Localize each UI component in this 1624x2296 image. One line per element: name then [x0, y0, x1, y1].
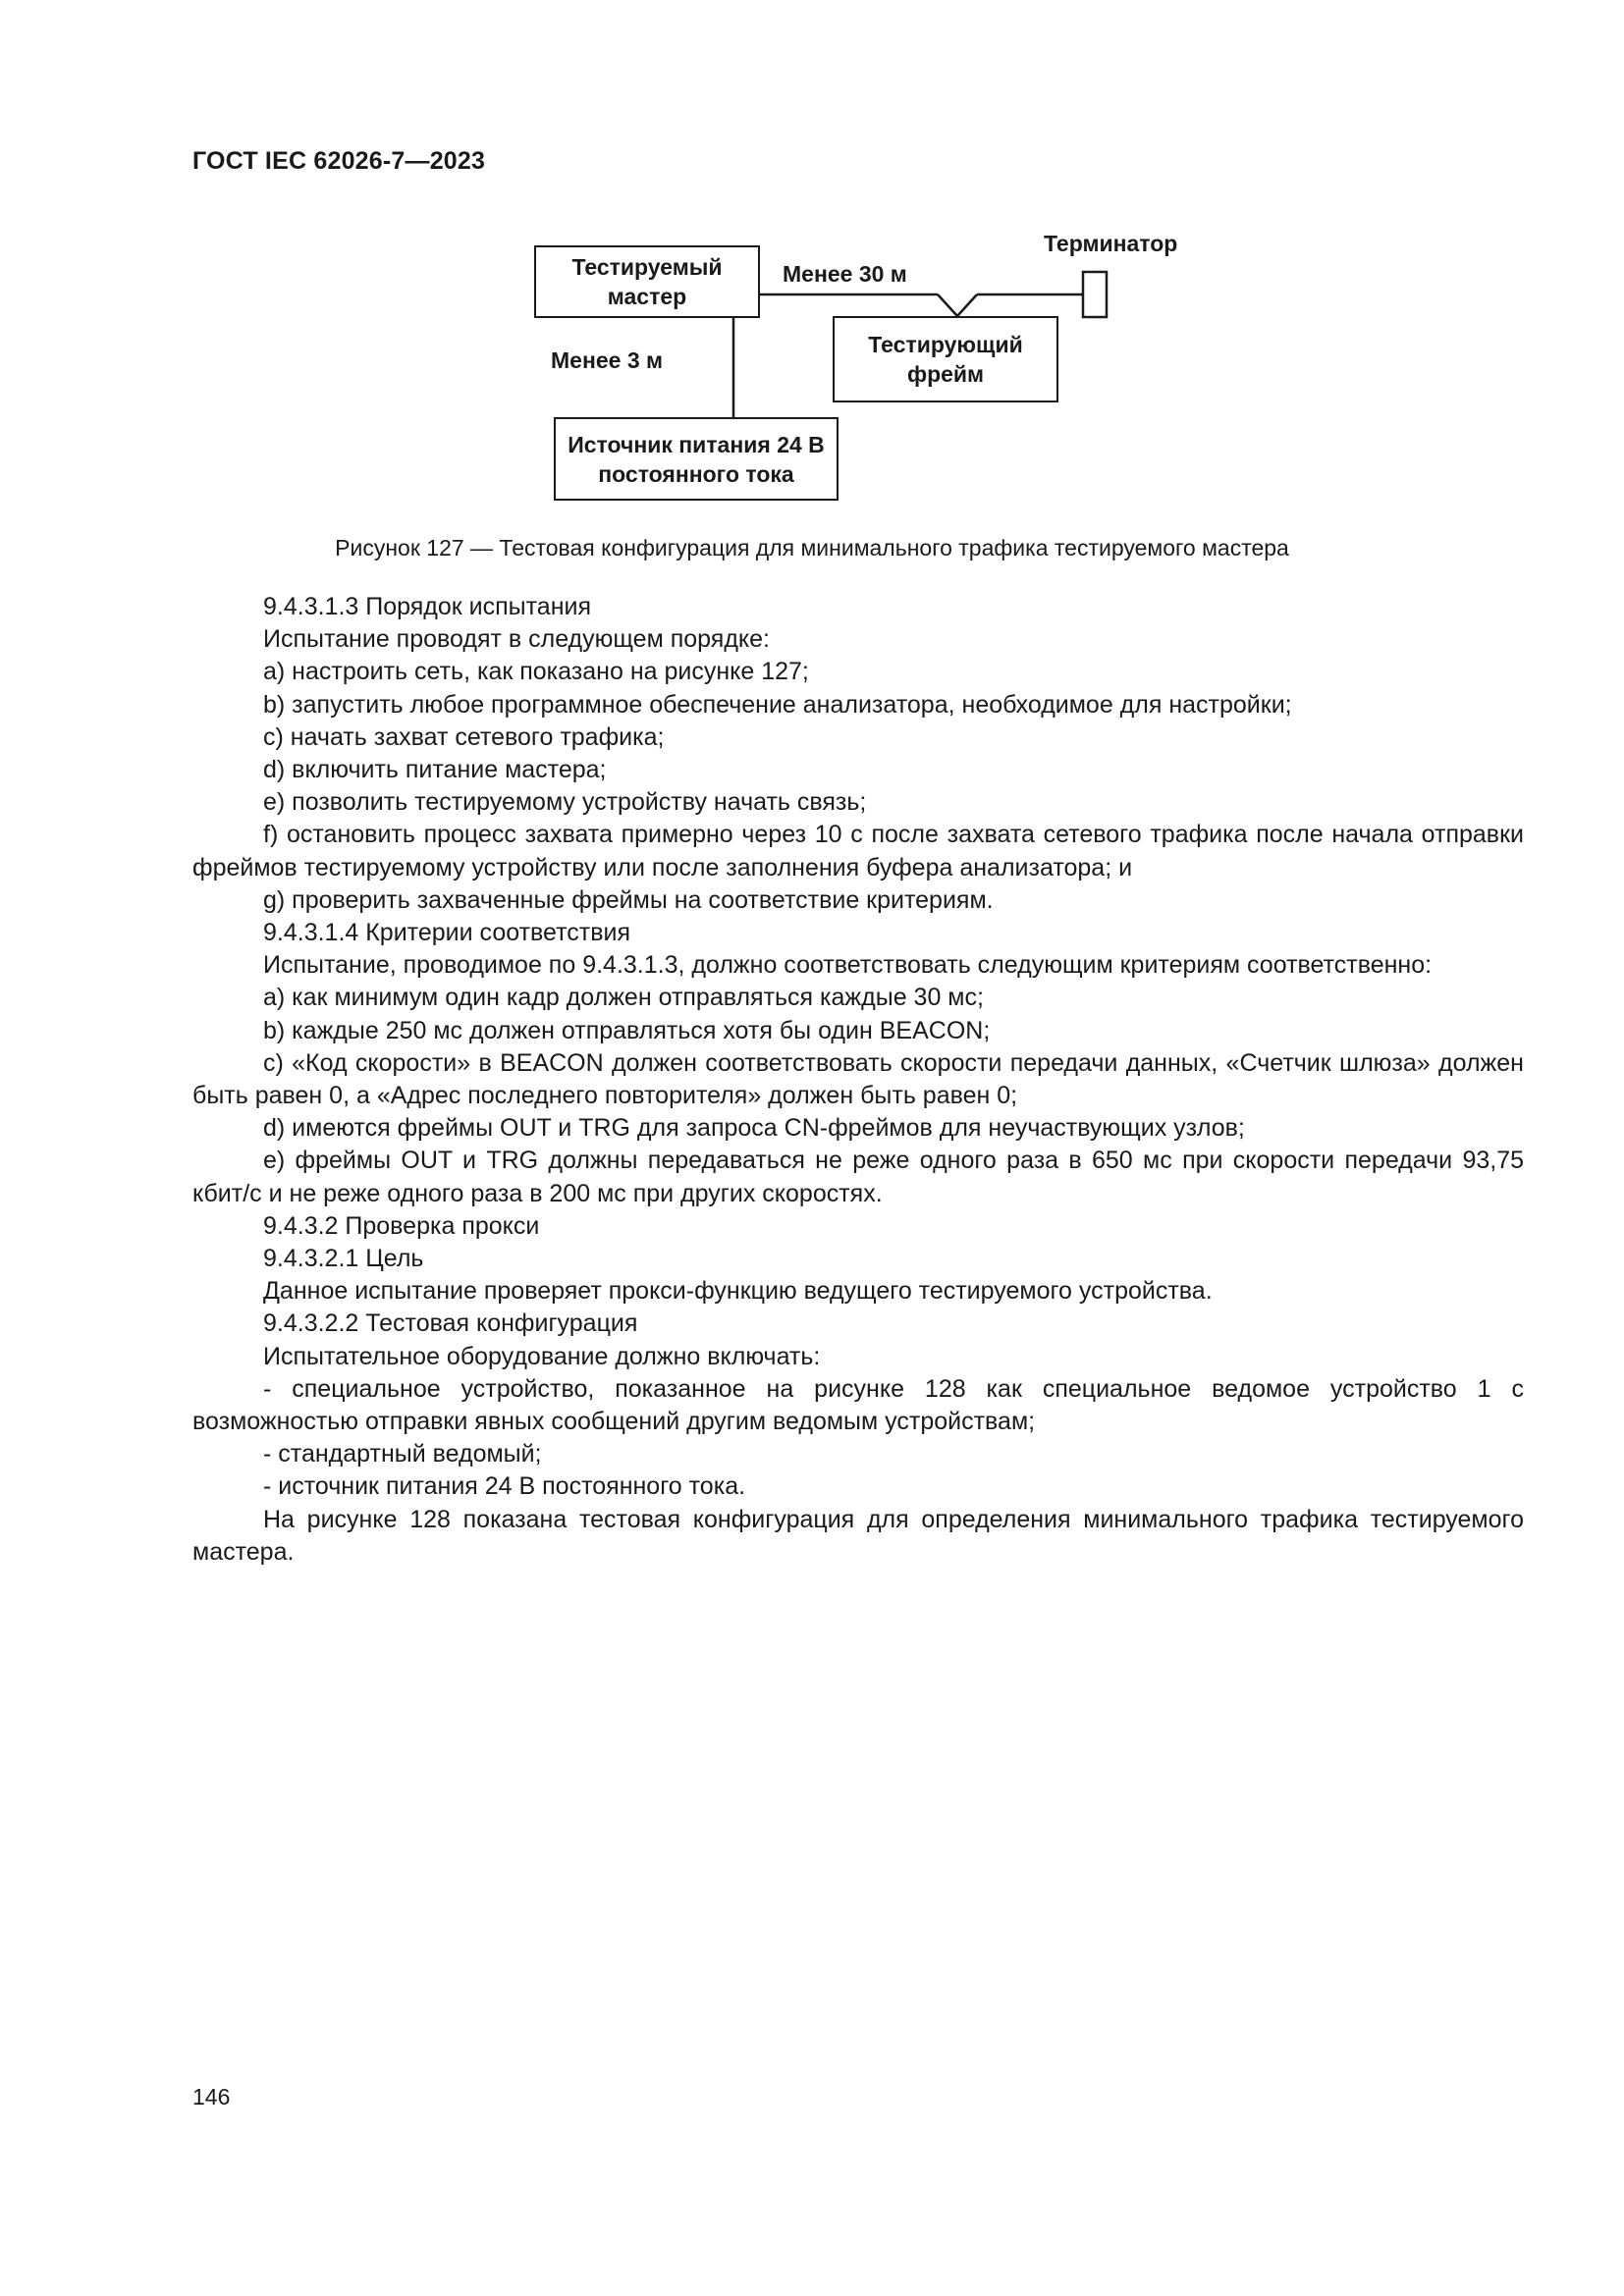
- list-item: b) запустить любое программное обеспечение анализатора, необходимое для настройки;: [263, 690, 1292, 719]
- section-heading: 9.4.3.1.3 Порядок испытания: [263, 593, 592, 620]
- label-30m: Менее 30 м: [783, 261, 907, 287]
- paragraph: На рисунке 128 показана тестовая конфигурация для определения минимального трафика тестируемого мастера.: [192, 1505, 1524, 1566]
- list-item: d) имеются фреймы OUT и TRG для запроса CN-фреймов для неучаствующих узлов;: [263, 1114, 1245, 1143]
- list-item: - источник питания 24 В постоянного тока.: [263, 1472, 746, 1501]
- equipment-list: [192, 1373, 1524, 1504]
- paragraph: Испытание проводят в следующем порядке:: [263, 625, 770, 654]
- list-item: b) каждые 250 мс должен отправляться хотя бы один BEACON;: [263, 1016, 991, 1044]
- list-item: a) как минимум один кадр должен отправляться каждые 30 мс;: [263, 984, 984, 1012]
- list-item: f) остановить процесс захвата примерно через 10 с после захвата сетевого трафика после начала отправки фреймов тестируемому устройству или после заполнения буфера анализатора; и: [192, 821, 1524, 881]
- section-heading: 9.4.3.1.4 Критерии соответствия: [263, 919, 630, 947]
- box-power-supply: Источник питания 24 В постоянного тока: [554, 417, 839, 501]
- box-master: Тестируемый мастер: [534, 245, 760, 318]
- line-v-junction: [938, 294, 977, 316]
- section-heading: 9.4.3.2.1 Цель: [263, 1245, 424, 1273]
- document-header: ГОСТ IEC 62026-7—2023: [192, 147, 486, 175]
- figure-127: [0, 0, 1624, 550]
- procedure-list: [192, 656, 1524, 917]
- paragraph: Испытание, проводимое по 9.4.3.1.3, должно соответствовать следующим критериям соответственно:: [263, 951, 1433, 980]
- list-item: c) «Код скорости» в BEACON должен соответствовать скорости передачи данных, «Счетчик шлюза» должен быть равен 0, а «Адрес последнего повторителя» должен быть равен 0;: [192, 1048, 1524, 1110]
- list-item: g) проверить захваченные фреймы на соответствие критериям.: [263, 885, 994, 914]
- list-item: c) начать захват сетевого трафика;: [263, 722, 665, 751]
- section-heading: 9.4.3.2 Проверка прокси: [263, 1211, 540, 1240]
- box-testing-frame: Тестирующий фрейм: [833, 316, 1058, 402]
- paragraph: Данное испытание проверяет прокси-функцию ведущего тестируемого устройства.: [263, 1277, 1213, 1306]
- section-heading: 9.4.3.2.2 Тестовая конфигурация: [263, 1309, 638, 1338]
- figure-caption: Рисунок 127 — Тестовая конфигурация для минимального трафика тестируемого мастера: [335, 535, 1289, 561]
- criteria-list: [192, 982, 1524, 1209]
- label-terminator: Терминатор: [1044, 231, 1178, 256]
- list-item: - стандартный ведомый;: [263, 1440, 542, 1468]
- body-text: [192, 591, 1524, 1569]
- list-item: d) включить питание мастера;: [263, 756, 607, 784]
- terminator-symbol: [1083, 272, 1107, 317]
- label-3m: Менее 3 м: [551, 347, 664, 373]
- page-number: 146: [192, 2084, 231, 2109]
- list-item: - специальное устройство, показанное на рисунке 128 как специальное ведомое устройство 1 с возможностью отправки явных сообщений другим ведомым устройствам;: [192, 1374, 1524, 1436]
- list-item: a) настроить сеть, как показано на рисунке 127;: [263, 658, 809, 686]
- list-item: e) позволить тестируемому устройству начать связь;: [263, 788, 867, 817]
- list-item: e) фреймы OUT и TRG должны передаваться не реже одного раза в 650 мс при скорости передачи 93,75 кбит/с и не реже одного раза в 200 мс при других скоростях.: [192, 1147, 1524, 1207]
- paragraph: Испытательное оборудование должно включать:: [263, 1342, 821, 1370]
